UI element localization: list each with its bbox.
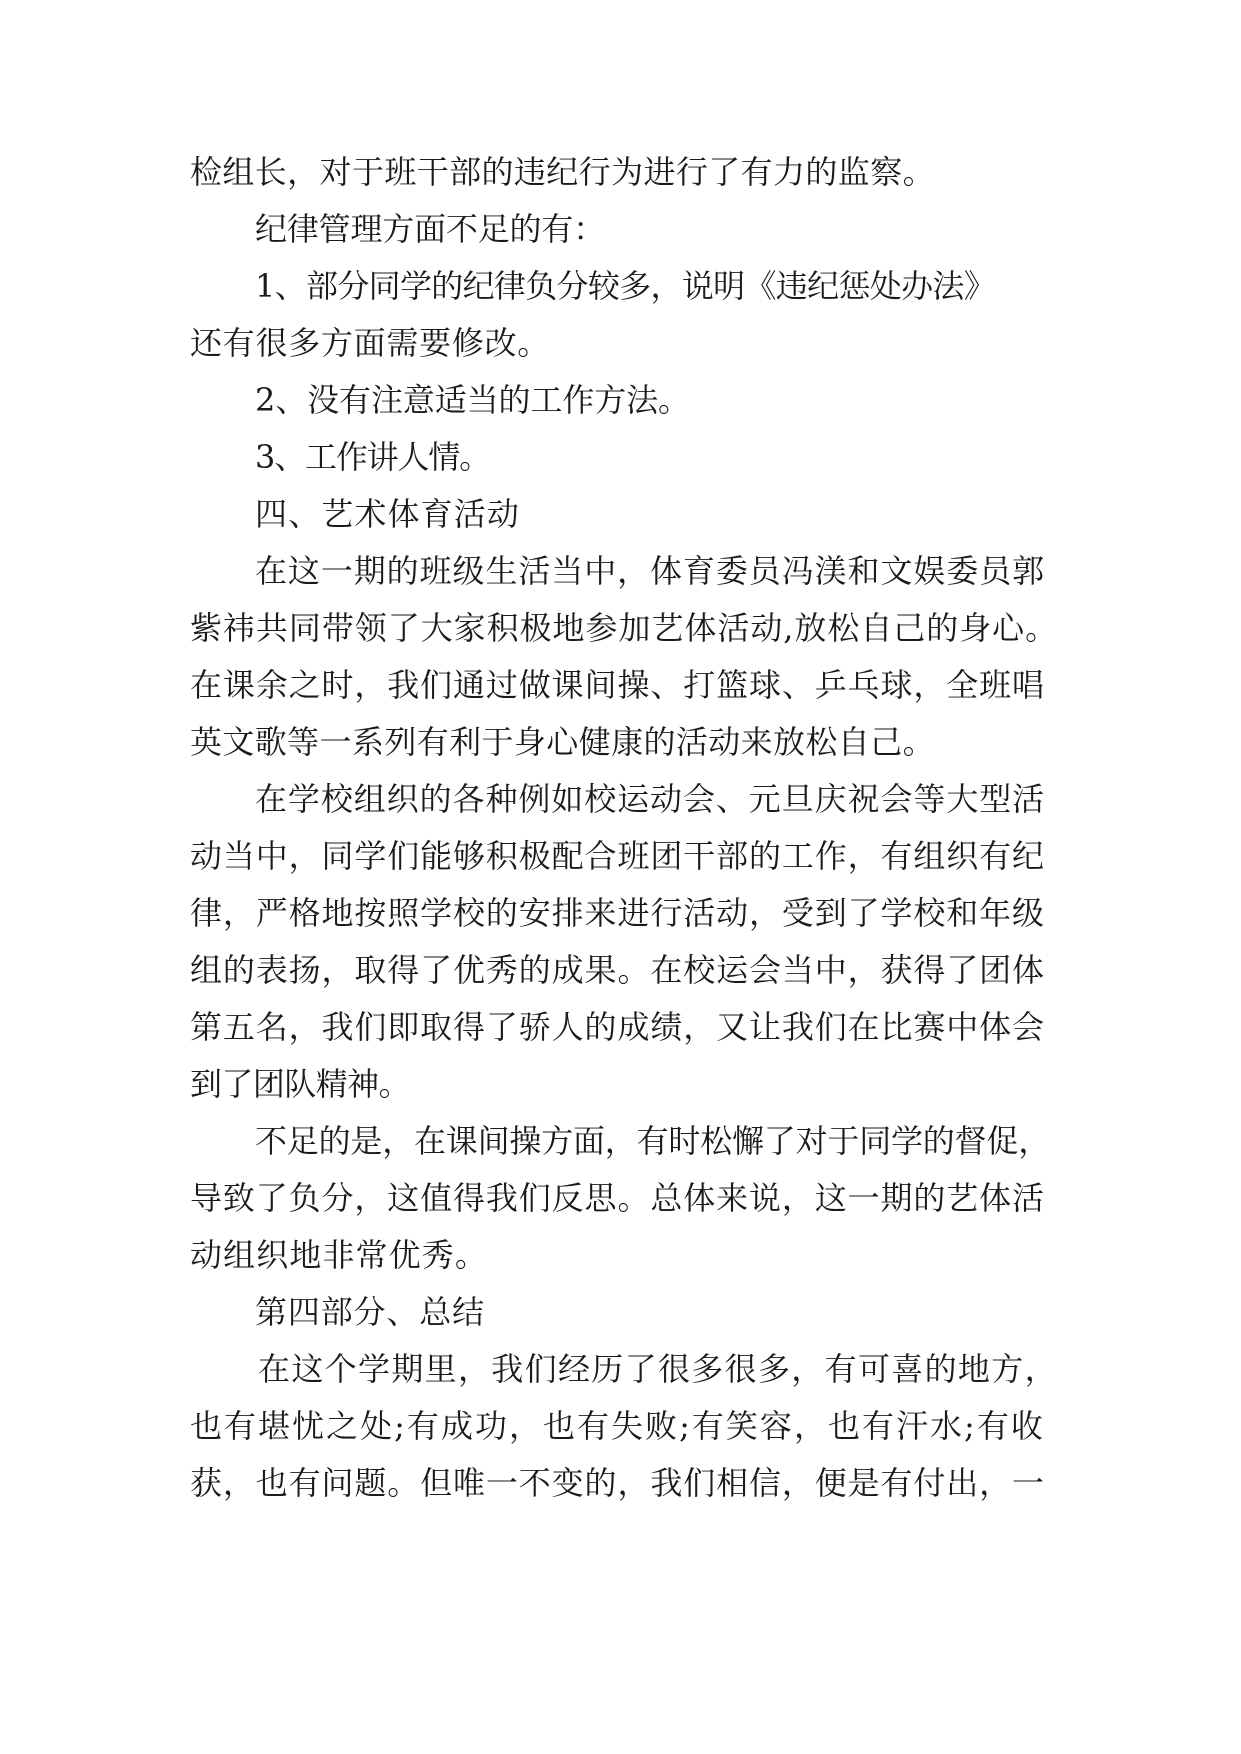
text-line: 动组织地非常优秀。 xyxy=(190,1236,488,1274)
text-line: 2、没有注意适当的工作方法。 xyxy=(255,381,690,419)
text-line: 获，也有问题。但唯一不变的，我们相信，便是有付出，一 xyxy=(190,1464,1045,1502)
text-line: 检组长，对于班干部的违纪行为进行了有力的监察。 xyxy=(190,153,935,191)
text-line: 在这个学期里，我们经历了很多很多，有可喜的地方， xyxy=(258,1350,1058,1388)
text-line: 不足的是，在课间操方面，有时松懈了对于同学的督促， xyxy=(255,1122,1051,1160)
text-line: 在这一期的班级生活当中，体育委员冯渼和文娱委员郭 xyxy=(255,552,1046,590)
text-line: 到了团队精神。 xyxy=(190,1065,411,1103)
text-line: 导致了负分，这值得我们反思。总体来说，这一期的艺体活 xyxy=(190,1179,1045,1217)
section-heading: 第四部分、总结 xyxy=(255,1293,485,1331)
section-heading: 四、艺术体育活动 xyxy=(255,495,520,533)
text-line: 还有很多方面需要修改。 xyxy=(190,324,551,362)
text-line: 3、工作讲人情。 xyxy=(255,438,490,476)
text-line: 在课余之时，我们通过做课间操、打篮球、乒乓球，全班唱 xyxy=(190,666,1045,704)
text-line: 也有堪忧之处;有成功，也有失败;有笑容，也有汗水;有收 xyxy=(190,1407,1045,1445)
text-line: 纪律管理方面不足的有： xyxy=(255,210,606,248)
text-line: 英文歌等一系列有利于身心健康的活动来放松自己。 xyxy=(190,723,935,761)
text-line: 律，严格地按照学校的安排来进行活动，受到了学校和年级 xyxy=(190,894,1045,932)
text-line: 第五名，我们即取得了骄人的成绩，又让我们在比赛中体会 xyxy=(190,1008,1045,1046)
text-line: 组的表扬，取得了优秀的成果。在校运会当中，获得了团体 xyxy=(190,951,1045,989)
text-line: 1、部分同学的纪律负分较多，说明《违纪惩处办法》 xyxy=(255,267,996,305)
text-line: 动当中，同学们能够积极配合班团干部的工作，有组织有纪 xyxy=(190,837,1045,875)
text-line: 在学校组织的各种例如校运动会、元旦庆祝会等大型活 xyxy=(255,780,1046,818)
text-line: 紫祎共同带领了大家积极地参加艺体活动,放松自己的身心。 xyxy=(190,609,1059,647)
